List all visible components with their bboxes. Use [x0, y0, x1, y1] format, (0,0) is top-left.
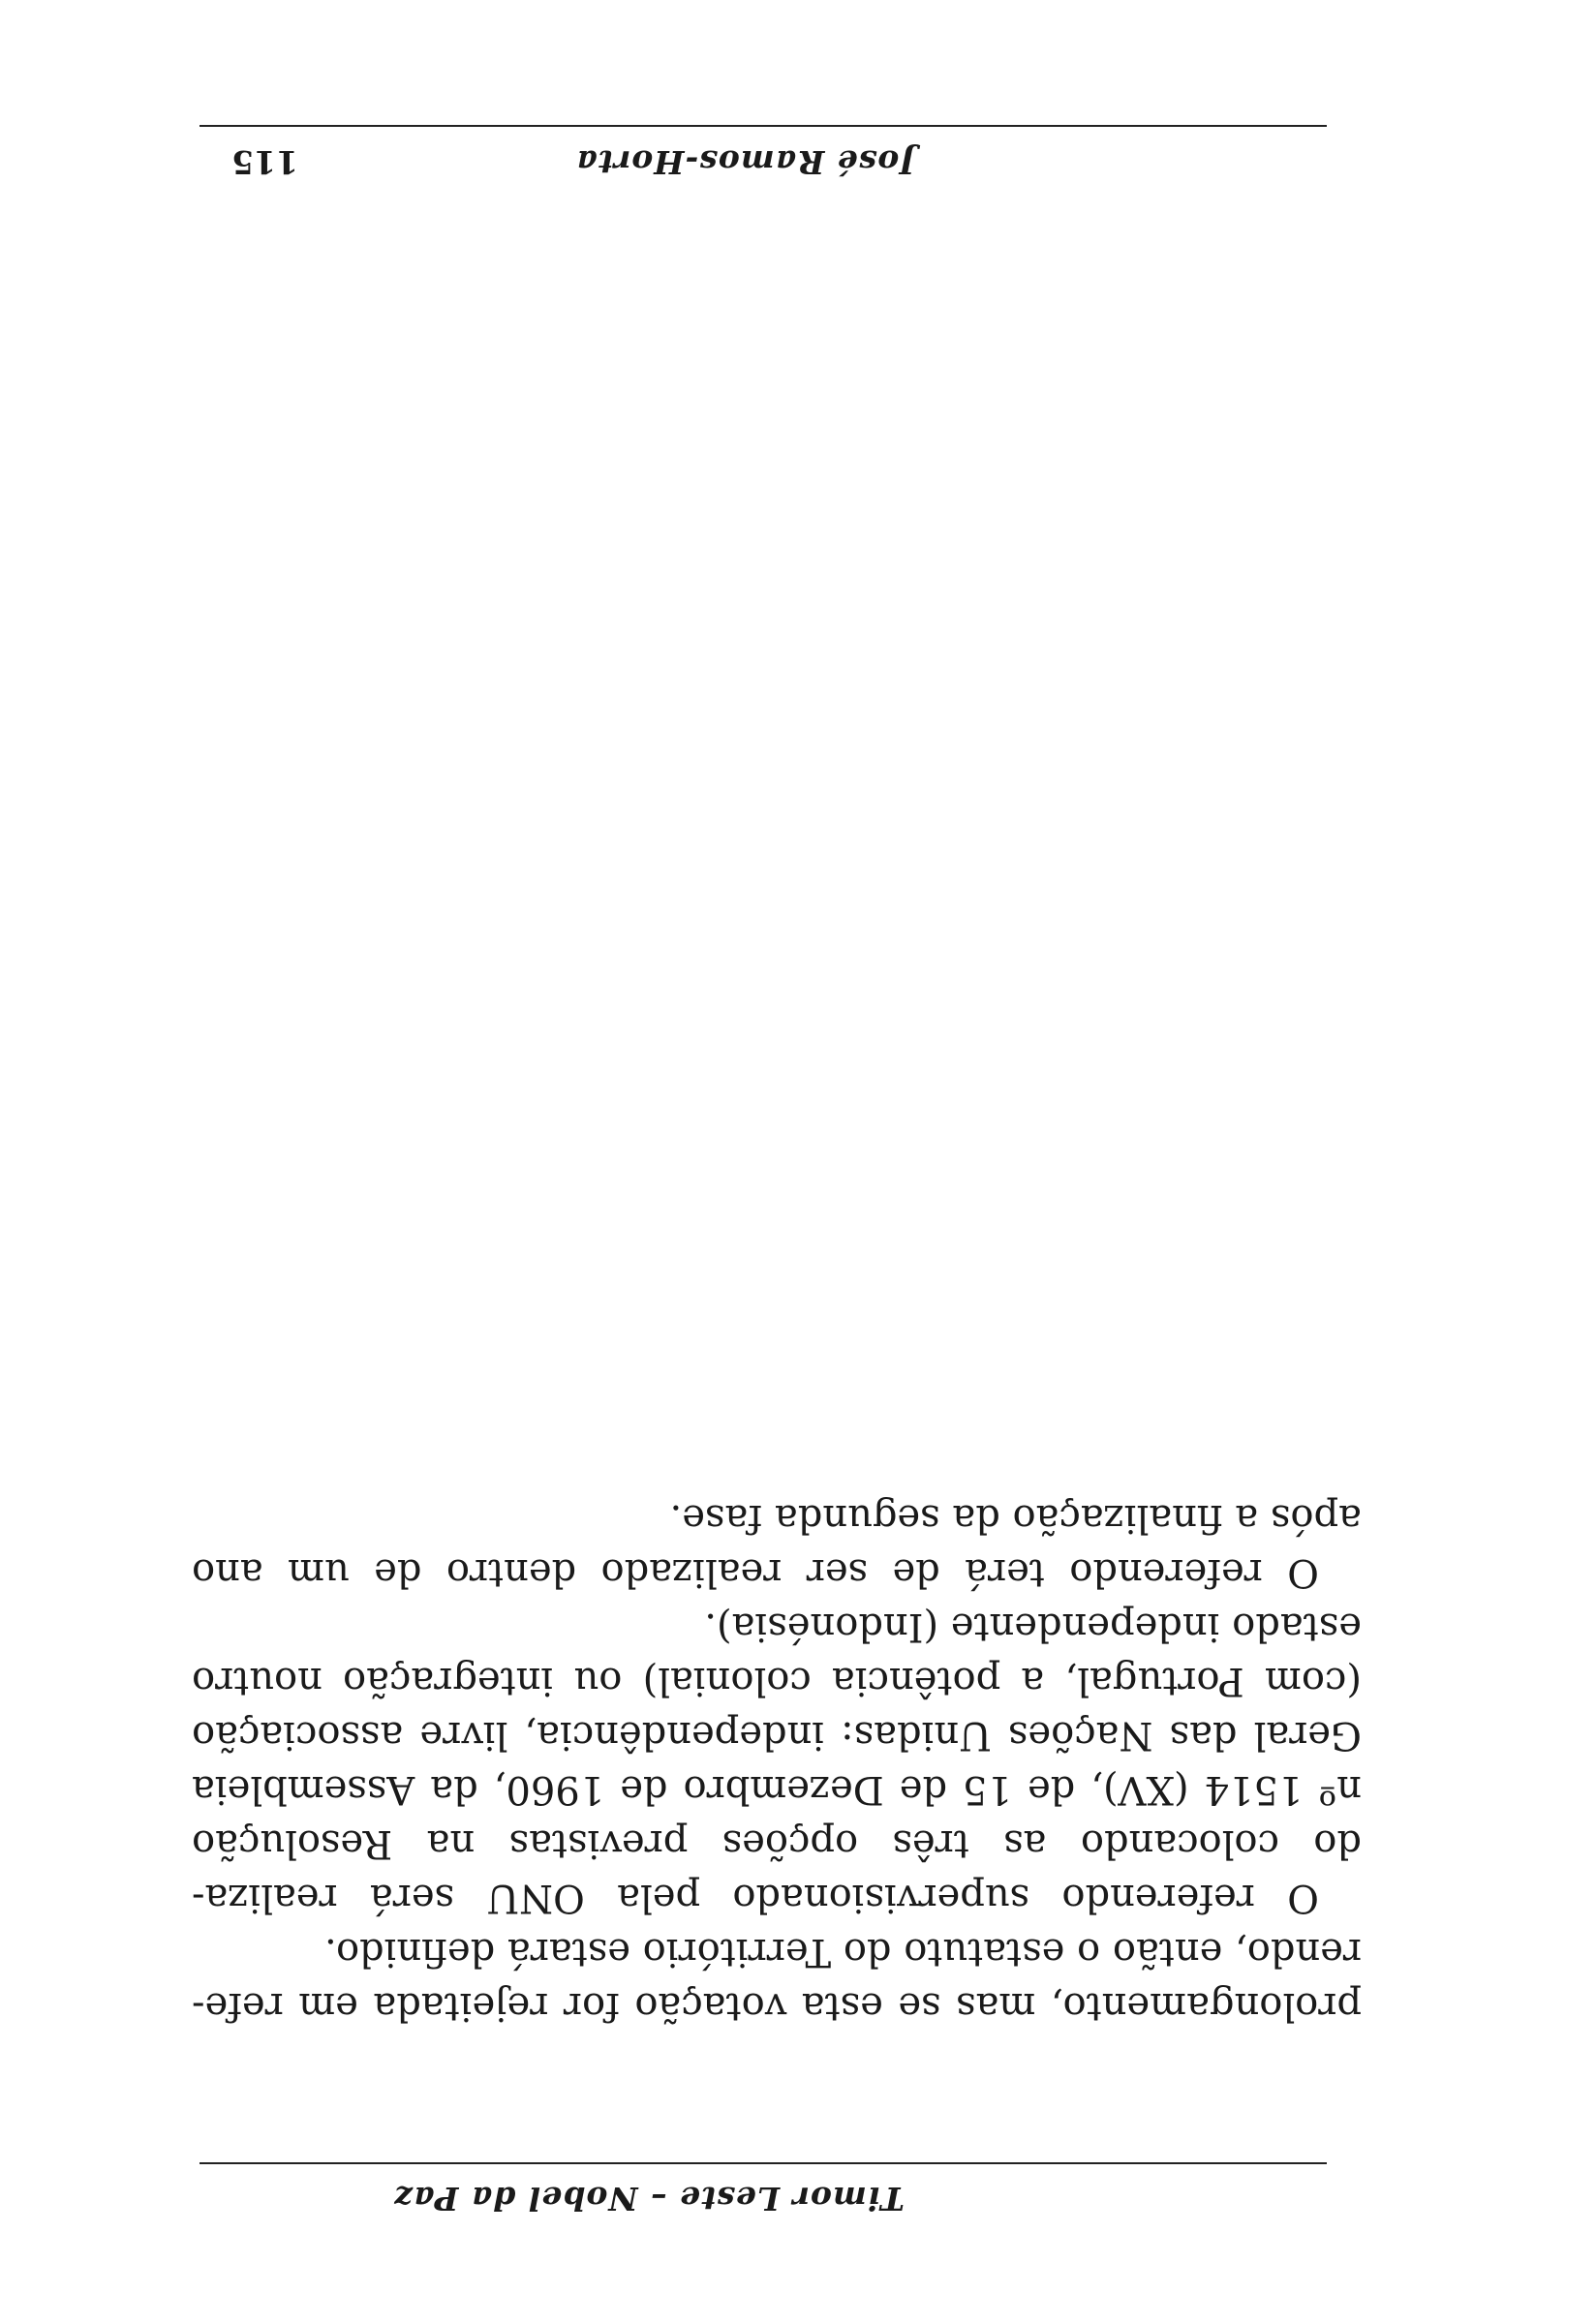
footer-rule — [200, 125, 1327, 127]
text-line: O referendo supervisionado pela ONU será realiza- — [192, 1876, 1319, 1920]
header-rule — [200, 2162, 1327, 2164]
text-line: após a finalização da segunda fase. — [669, 1496, 1362, 1541]
running-head-author — [0, 123, 1596, 181]
running-head-book-title — [0, 2159, 1596, 2217]
text-line: O referendo terá de ser realizado dentro de um ano — [192, 1550, 1319, 1595]
author-name: José Ramos-Horta — [575, 143, 915, 181]
text-line: do colocando as três opções previstas na Resolução — [192, 1821, 1362, 1866]
page-number: 115 — [231, 143, 298, 181]
text-line: prolongamento, mas se esta votação for rejeitada em refe- — [192, 1984, 1362, 2029]
text-line: estado independente (Indonésia). — [704, 1605, 1362, 1649]
body-text — [192, 1491, 1362, 2034]
book-title: Timor Leste – Nobel da Paz — [393, 2180, 905, 2217]
text-line: rendo, então o estatuto do Território estará definido. — [323, 1930, 1362, 1974]
text-line: Geral das Nações Unidas: independência, livre associação — [192, 1713, 1362, 1758]
text-line: (com Portugal, a potência colonial) ou integração noutro — [192, 1659, 1362, 1703]
text-line: nº 1514 (XV), de 15 de Dezembro de 1960, da Assembleia — [192, 1767, 1362, 1812]
